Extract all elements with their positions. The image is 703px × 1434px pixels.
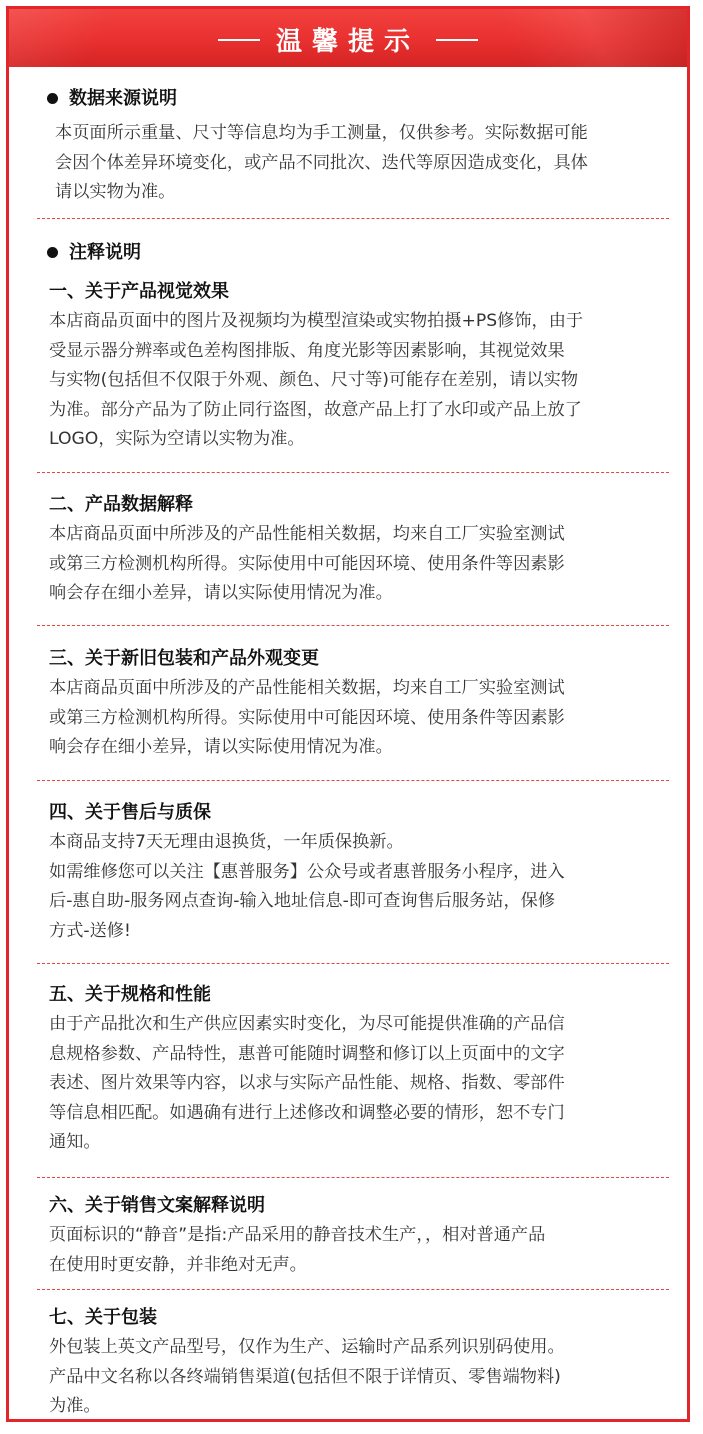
dashed-divider bbox=[37, 625, 669, 626]
section-specs bbox=[9, 980, 687, 1158]
section-heading: 三、关于新旧包装和产品外观变更 bbox=[49, 648, 319, 669]
section-body: 外包装上英文产品型号，仅作为生产、运输时产品系列识别码使用。 产品中文名称以各终端销售渠道(包括但不限于详情页、零售端物料) 为准。 bbox=[49, 1337, 565, 1416]
section-heading: 一、关于产品视觉效果 bbox=[49, 281, 229, 302]
header-banner bbox=[9, 9, 687, 67]
dashed-divider bbox=[37, 780, 669, 781]
dashed-divider bbox=[37, 1289, 669, 1290]
section-data-source bbox=[9, 85, 687, 208]
right-dash-decoration bbox=[436, 39, 478, 41]
bullet-dot-icon bbox=[47, 247, 58, 258]
dashed-divider bbox=[37, 1177, 669, 1178]
section-sales-copy bbox=[9, 1191, 687, 1280]
left-dash-decoration bbox=[218, 39, 260, 41]
section-packaging bbox=[9, 1303, 687, 1422]
dashed-divider bbox=[37, 218, 669, 219]
dashed-divider bbox=[37, 963, 669, 964]
section-notes bbox=[9, 239, 687, 267]
section-heading: 五、关于规格和性能 bbox=[49, 984, 211, 1005]
section-body: 由于产品批次和生产供应因素实时变化，为尽可能提供准确的产品信 息规格参数、产品特性，惠普可能随时调整和修订以上页面中的文字 表述、图片效果等内容，以求与实际产品性能、规格、指数、零部件 等信息相匹配。如遇确有进行上述修改和调整必要的情形，恕不专门 通知。 bbox=[49, 1014, 565, 1152]
section-body: 本店商品页面中所涉及的产品性能相关数据，均来自工厂实验室测试 或第三方检测机构所得。实际使用中可能因环境、使用条件等因素影 响会存在细小差异，请以实际使用情况为准。 bbox=[49, 678, 565, 757]
banner-title: 温馨提示 bbox=[9, 21, 687, 58]
section-heading: 六、关于销售文案解释说明 bbox=[49, 1195, 265, 1216]
section-heading: 数据来源说明 bbox=[47, 85, 663, 113]
section-heading: 注释说明 bbox=[47, 239, 663, 267]
section-body: 页面标识的“静音”是指:产品采用的静音技术生产，，相对普通产品 在使用时更安静，并非绝对无声。 bbox=[49, 1225, 546, 1275]
section-after-sales bbox=[9, 798, 687, 946]
bullet-dot-icon bbox=[47, 93, 58, 104]
section-body: 本页面所示重量、尺寸等信息均为手工测量，仅供参考。实际数据可能 会因个体差异环境变化，或产品不同批次、迭代等原因造成变化，具体 请以实物为准。 bbox=[55, 123, 588, 202]
notice-frame bbox=[6, 6, 690, 1422]
section-packaging-change bbox=[9, 644, 687, 763]
section-visual-effect bbox=[9, 277, 687, 455]
section-product-data bbox=[9, 490, 687, 609]
section-heading: 四、关于售后与质保 bbox=[49, 802, 211, 823]
section-body: 本店商品页面中的图片及视频均为模型渲染或实物拍摄+PS修饰，由于 受显示器分辨率或色差构图排版、角度光影等因素影响，其视觉效果 与实物(包括但不仅限于外观、颜色、尺寸等)可能存在差别，请以实物 为准。部分产品为了防止同行盗图，故意产品上打了水印或产品上放了 LOGO，实际为空请以实物为准。 bbox=[49, 311, 584, 449]
section-body: 本店商品页面中所涉及的产品性能相关数据，均来自工厂实验室测试 或第三方检测机构所得。实际使用中可能因环境、使用条件等因素影 响会存在细小差异，请以实际使用情况为准。 bbox=[49, 524, 565, 603]
section-heading: 七、关于包装 bbox=[49, 1307, 157, 1328]
section-heading: 二、产品数据解释 bbox=[49, 494, 193, 515]
section-body: 本商品支持7天无理由退换货，一年质保换新。 如需维修您可以关注【惠普服务】公众号或者惠普服务小程序，进入 后-惠自助-服务网点查询-输入地址信息-即可查询售后服务站，保修 方式-送修! bbox=[49, 832, 565, 941]
dashed-divider bbox=[37, 472, 669, 473]
